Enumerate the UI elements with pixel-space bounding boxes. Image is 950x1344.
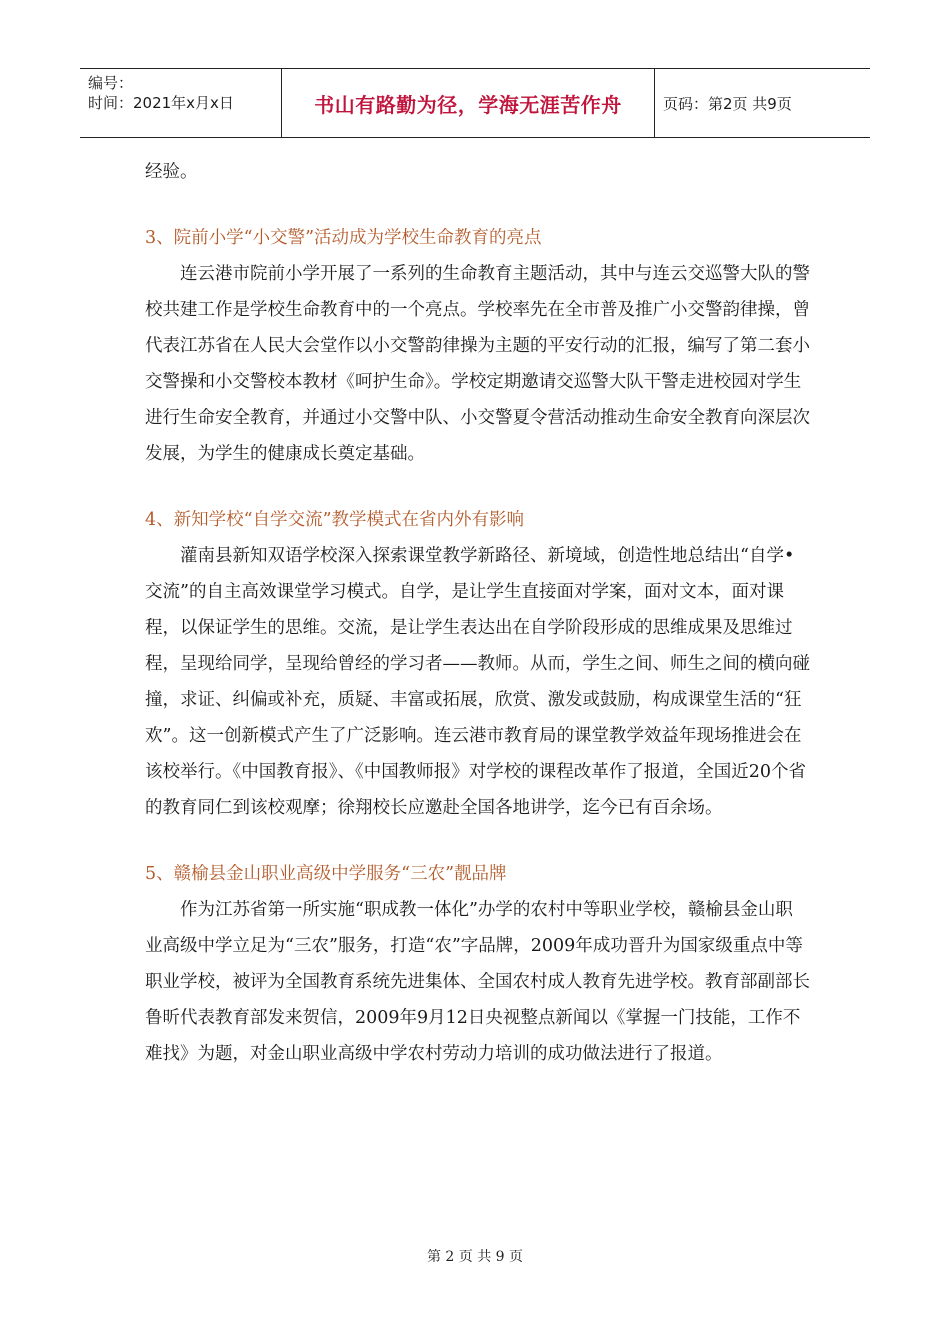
header-page-cell [655,69,870,137]
section-body-5: 作为江苏省第一所实施“职成教一体化”办学的农村中等职业学校，赣榆县金山职业高级中学立足为“三农”服务，打造“农”字品牌，2009年成功晋升为国家级重点中等职业学校，被评为全国教育系统先进集体、全国农村成人教育先进学校。教育部副部长鲁昕代表教育部发来贺信，2009年9月12日央视整点新闻以《掌握一门技能，工作不难找》为题，对金山职业高级中学农村劳动力培训的成功做法进行了报道。 [145,900,810,1064]
header-meta-cell [80,69,282,137]
section-body-4: 灌南县新知双语学校深入探索课堂教学新路径、新境域，创造性地总结出“自学•交流”的自主高效课堂学习模式。自学，是让学生直接面对学案，面对文本，面对课程，以保证学生的思维。交流，是让学生表达出在自学阶段形成的思维成果及思维过程，呈现给同学，呈现给曾经的学习者——教师。从而，学生之间、师生之间的横向碰撞，求证、纠偏或补充，质疑、丰富或拓展，欣赏、激发或鼓励，构成课堂生活的“狂欢”。这一创新模式产生了广泛影响。连云港市教育局的课堂教学效益年现场推进会在该校举行。《中国教育报》、《中国教师报》对学校的课程改革作了报道，全国近20个省的教育同仁到该校观摩；徐翔校长应邀赴全国各地讲学，迄今已有百余场。 [145,546,810,818]
header-motto-cell [282,69,655,137]
section-heading-5: 5、赣榆县金山职业高级中学服务“三农”靓品牌 [145,864,507,884]
header-page-info: 页码：第2页 共9页 [663,94,792,113]
page-footer: 第 2 页 共 9 页 [426,1249,524,1265]
section-heading-3: 3、院前小学“小交警”活动成为学校生命教育的亮点 [145,228,542,248]
document-time-label: 时间：2021年x月x日 [88,94,234,112]
document-body [145,154,810,1072]
page-header-table [80,68,870,138]
header-motto: 书山有路勤为径，学海无涯苦作舟 [314,92,622,117]
section-heading-4: 4、新知学校“自学交流”教学模式在省内外有影响 [145,510,525,530]
carryover-paragraph: 经验。 [145,162,198,182]
document-number-label: 编号： [88,74,134,92]
section-body-3: 连云港市院前小学开展了一系列的生命教育主题活动，其中与连云交巡警大队的警校共建工作是学校生命教育中的一个亮点。学校率先在全市普及推广小交警韵律操，曾代表江苏省在人民大会堂作以小交警韵律操为主题的平安行动的汇报，编写了第二套小交警操和小交警校本教材《呵护生命》。学校定期邀请交巡警大队干警走进校园对学生进行生命安全教育，并通过小交警中队、小交警夏令营活动推动生命安全教育向深层次发展，为学生的健康成长奠定基础。 [145,264,810,464]
